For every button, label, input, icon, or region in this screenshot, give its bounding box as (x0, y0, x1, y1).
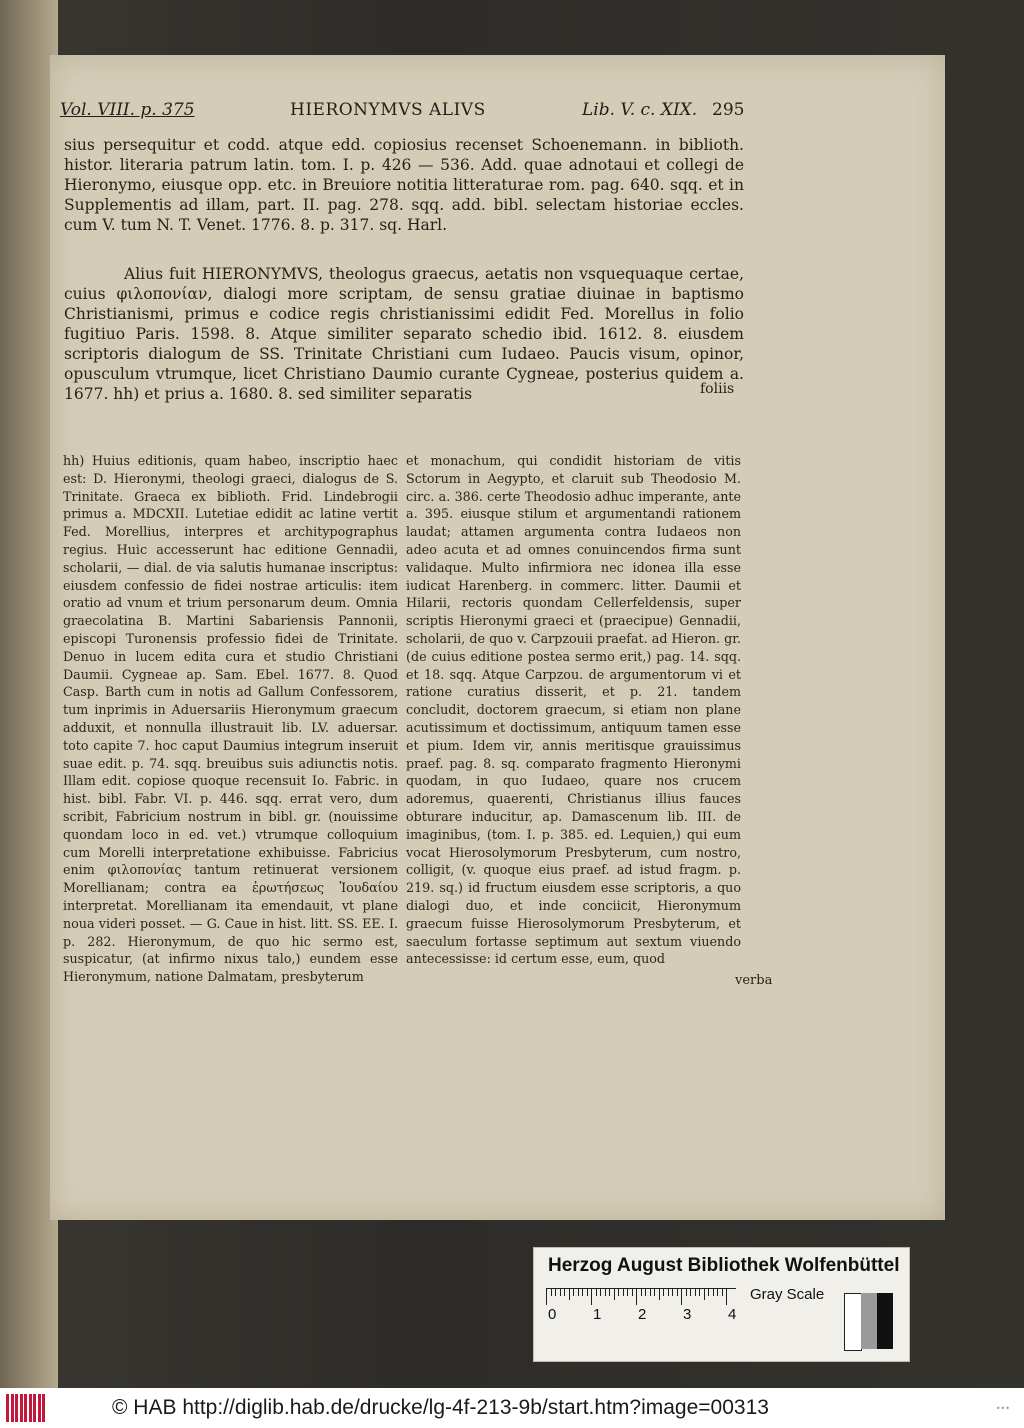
ruler-tick (560, 1289, 561, 1296)
ruler-tick (614, 1289, 615, 1300)
ruler-tick (708, 1289, 709, 1296)
ruler-tick (672, 1289, 673, 1296)
gray-swatch-mid (861, 1293, 877, 1349)
ruler-tick (578, 1289, 579, 1296)
ruler-tick (632, 1289, 633, 1296)
scale-number-1: 1 (593, 1306, 602, 1323)
ruler-tick (555, 1289, 556, 1296)
ruler-tick (591, 1289, 592, 1305)
footer-citation-link[interactable]: © HAB http://diglib.hab.de/drucke/lg-4f-213-9b/start.htm?image=00313 (112, 1396, 769, 1419)
logo-bar (33, 1394, 36, 1422)
hab-barcode-logo-icon (6, 1394, 46, 1422)
ruler-tick (699, 1289, 700, 1296)
footer-bar (0, 1388, 1024, 1428)
footnote-catchword: verba (735, 973, 773, 988)
ruler-tick (609, 1289, 610, 1296)
logo-bar (29, 1394, 32, 1422)
ruler-tick (654, 1289, 655, 1296)
logo-bar (38, 1394, 41, 1422)
body-paragraph-2: Alius fuit HIERONYMVS, theologus graecus, aetatis non vsquequaque certae, cuius φιλοπονίαν, dialogi more scriptam, de sensu gratiae diuinae in baptismo Christianismi, primus e codice regis christianissimi edidit Fed. Morellus in folio fugitiuo Paris. 1598. 8. Atque similiter separato schedio ibid. 1612. 8. eiusdem scriptoris dialogum de SS. Trinitate Christiani cum Iudaeo. Paucis visum, opinor, opusculum vtrumque, licet Christiano Daumio curante Cygneae, posterius quidem a. 1677. hh) et prius a. 1680. 8. sed similiter separatis (64, 265, 744, 403)
ruler-tick (623, 1289, 624, 1296)
ruler-tick (722, 1289, 723, 1296)
ruler-tick (596, 1289, 597, 1296)
ruler-tick (713, 1289, 714, 1296)
ruler-tick (726, 1289, 727, 1305)
scale-number-0: 0 (548, 1306, 557, 1323)
library-color-label (533, 1247, 910, 1362)
logo-bar (24, 1394, 27, 1422)
logo-bar (42, 1394, 45, 1422)
library-name: Herzog August Bibliothek Wolfenbüttel (548, 1255, 900, 1276)
ruler-tick (690, 1289, 691, 1296)
ruler-tick (659, 1289, 660, 1300)
ruler-tick (704, 1289, 705, 1300)
footnote-right-column: et monachum, qui condidit historiam de vitis Sctorum in Aegypto, et claruit sub Theodosio M. circ. a. 386. certe Theodosio adhuc imperante, ante a. 395. eiusque stilum et argumentandi rationem laudat; attamen argumenta contra Iudaeos non adeo acuta et ad omnes conuincendos firma sunt validaque. Multo infirmiora nec idonea illa esse iudicat Harenberg. in commerc. litter. Daumii et Hilarii, rectoris quondam Cellerfeldensis, super scriptis Hieronymi graeci et (praecipue) Gennadii, scholarii, de quo v. Carpzouii praefat. ad Hieron. gr. (de cuius editione postea sermo erit,) pag. 14. sqq. et 18. sqq. Atque Carpzou. de argumentorum vi et ratione curatius disserit, et p. 21. tandem concludit, doctorem graecum, si etiam non plane acutissimum et doctissimum, antiquum tamen esse et pium. Idem vir, annis meritisque grauissimus praef. pag. 8. sq. comparato fragmento Hieronymi quodam, in quo Iudaeo, quare nos crucem adoremus, quaerenti, Christianus illius fauces obturare inducitur, ap. Damascenum lib. III. de imaginibus, (tom. I. p. 385. ed. Lequien,) qui eum vocat Hierosolymorum Presbyterum, cum nostro, colligit, (v. quoque eius praef. ad istud fragm. p. 219. sq.) id fructum eiusdem esse scriptoris, a quo dialogi duo, et inde conciicit, Hieronymum graecum fuisse Hierosolymorum Presbyterum, et saeculum fortasse septimum aut sextum viuendo antecessisse: id certum esse, eum, quod (406, 453, 741, 967)
ruler-tick (569, 1289, 570, 1300)
ruler-tick (605, 1289, 606, 1296)
ruler-tick (695, 1289, 696, 1296)
body-paragraph-1: sius persequitur et codd. atque edd. copiosius recenset Schoenemann. in biblioth. histor. literaria patrum latin. tom. I. p. 426 — 536. Add. quae adnotaui et collegi de Hieronymo, eiusque opp. etc. in Breuiore notitia litteraturae rom. pag. 640. sqq. et in Supplementis ad illam, part. II. pag. 278. sqq. add. bibl. selectam historiae eccles. cum V. tum N. T. Venet. 1776. 8. p. 317. sq. Harl. (64, 136, 744, 234)
footnote-left-column: hh) Huius editionis, quam habeo, inscriptio haec est: D. Hieronymi, theologi graeci, dialogus de S. Trinitate. Graeca ex biblioth. Frid. Lindebrogii primus a. MDCXII. Lutetiae edidit ac latine vertit Fed. Morellius, interpres et architypographus regius. Huic accesserunt hac editione Gennadii, scholarii, — dial. de via salutis humanae inscriptus: eiusdem confessio de fidei nostrae articulis: item oratio ad vnum et trium personarum deum. Omnia graecolatina B. Martini Sabariensis Pannonii, episcopi Turonensis professio fidei de Trinitate. Denuo in lucem edita cura et studio Christiani Daumii. Cygneae ap. Sam. Ebel. 1677. 8. Quod Casp. Barth cum in notis ad Gallum Confessorem, tum inprimis in Aduersariis Hieronymum graecum adduxit, et nonnulla illustrauit lib. LV. aduersar. toto capite 7. hoc caput Daumius integrum inseruit suae edit. p. 74. sqq. breuibus suis adiunctis notis. Illam edit. copiose quoque recensuit Io. Fabric. in hist. bibl. Fabr. VI. p. 446. sqq. errat vero, dum scribit, Fabricium nostrum in bibl. gr. (nouissime quondam loco in ed. vet.) vtrumque colloquium cum Morelli interpretatione exhibuisse. Fabricius enim φιλοπονίας tantum retinuerat versionem Morellianam; contra ea ἐρωτήσεως Ἰουδαίου interpretat. Morellianam ita emendauit, vt plane noua videri posset. — G. Caue in hist. litt. SS. EE. I. p. 282. Hieronymum, de quo hic sermo est, suspicatur, (at infirmo nixus talo,) eundem esse Hieronymum, natione Dalmatam, presbyterum (63, 453, 398, 985)
ruler-tick (618, 1289, 619, 1296)
ruler-tick (677, 1289, 678, 1296)
scale-number-4: 4 (728, 1306, 737, 1323)
gray-swatch-black (877, 1293, 893, 1349)
running-head (60, 100, 872, 124)
ruler-tick (546, 1289, 547, 1305)
footer-dots-icon: ••• (995, 1404, 1010, 1413)
ruler-tick (668, 1289, 669, 1296)
scale-number-3: 3 (683, 1306, 692, 1323)
ruler-tick (600, 1289, 601, 1296)
logo-bar (15, 1394, 18, 1422)
running-title: HIERONYMVS ALIVS (290, 100, 486, 120)
ruler-tick (636, 1289, 637, 1305)
logo-bar (20, 1394, 23, 1422)
gray-scale-label: Gray Scale (750, 1286, 825, 1303)
ruler-tick (573, 1289, 574, 1296)
section-reference: Lib. V. c. XIX. (582, 100, 698, 120)
ruler-tick (645, 1289, 646, 1296)
page-number: 295 (712, 100, 745, 120)
ruler-tick (641, 1289, 642, 1296)
ruler-tick (681, 1289, 682, 1305)
logo-bar (11, 1394, 14, 1422)
logo-bar (6, 1394, 9, 1422)
ruler-tick (686, 1289, 687, 1296)
ruler-tick (663, 1289, 664, 1296)
ruler-tick (650, 1289, 651, 1296)
ruler-tick (627, 1289, 628, 1296)
ruler-tick (717, 1289, 718, 1296)
ruler-tick (564, 1289, 565, 1296)
volume-reference: Vol. VIII. p. 375 (60, 100, 195, 120)
scale-number-2: 2 (638, 1306, 647, 1323)
body-catchword: foliis (700, 381, 735, 397)
gray-swatch-white (844, 1293, 862, 1351)
ruler-tick (582, 1289, 583, 1296)
ruler-tick (551, 1289, 552, 1296)
ruler-tick (587, 1289, 588, 1296)
